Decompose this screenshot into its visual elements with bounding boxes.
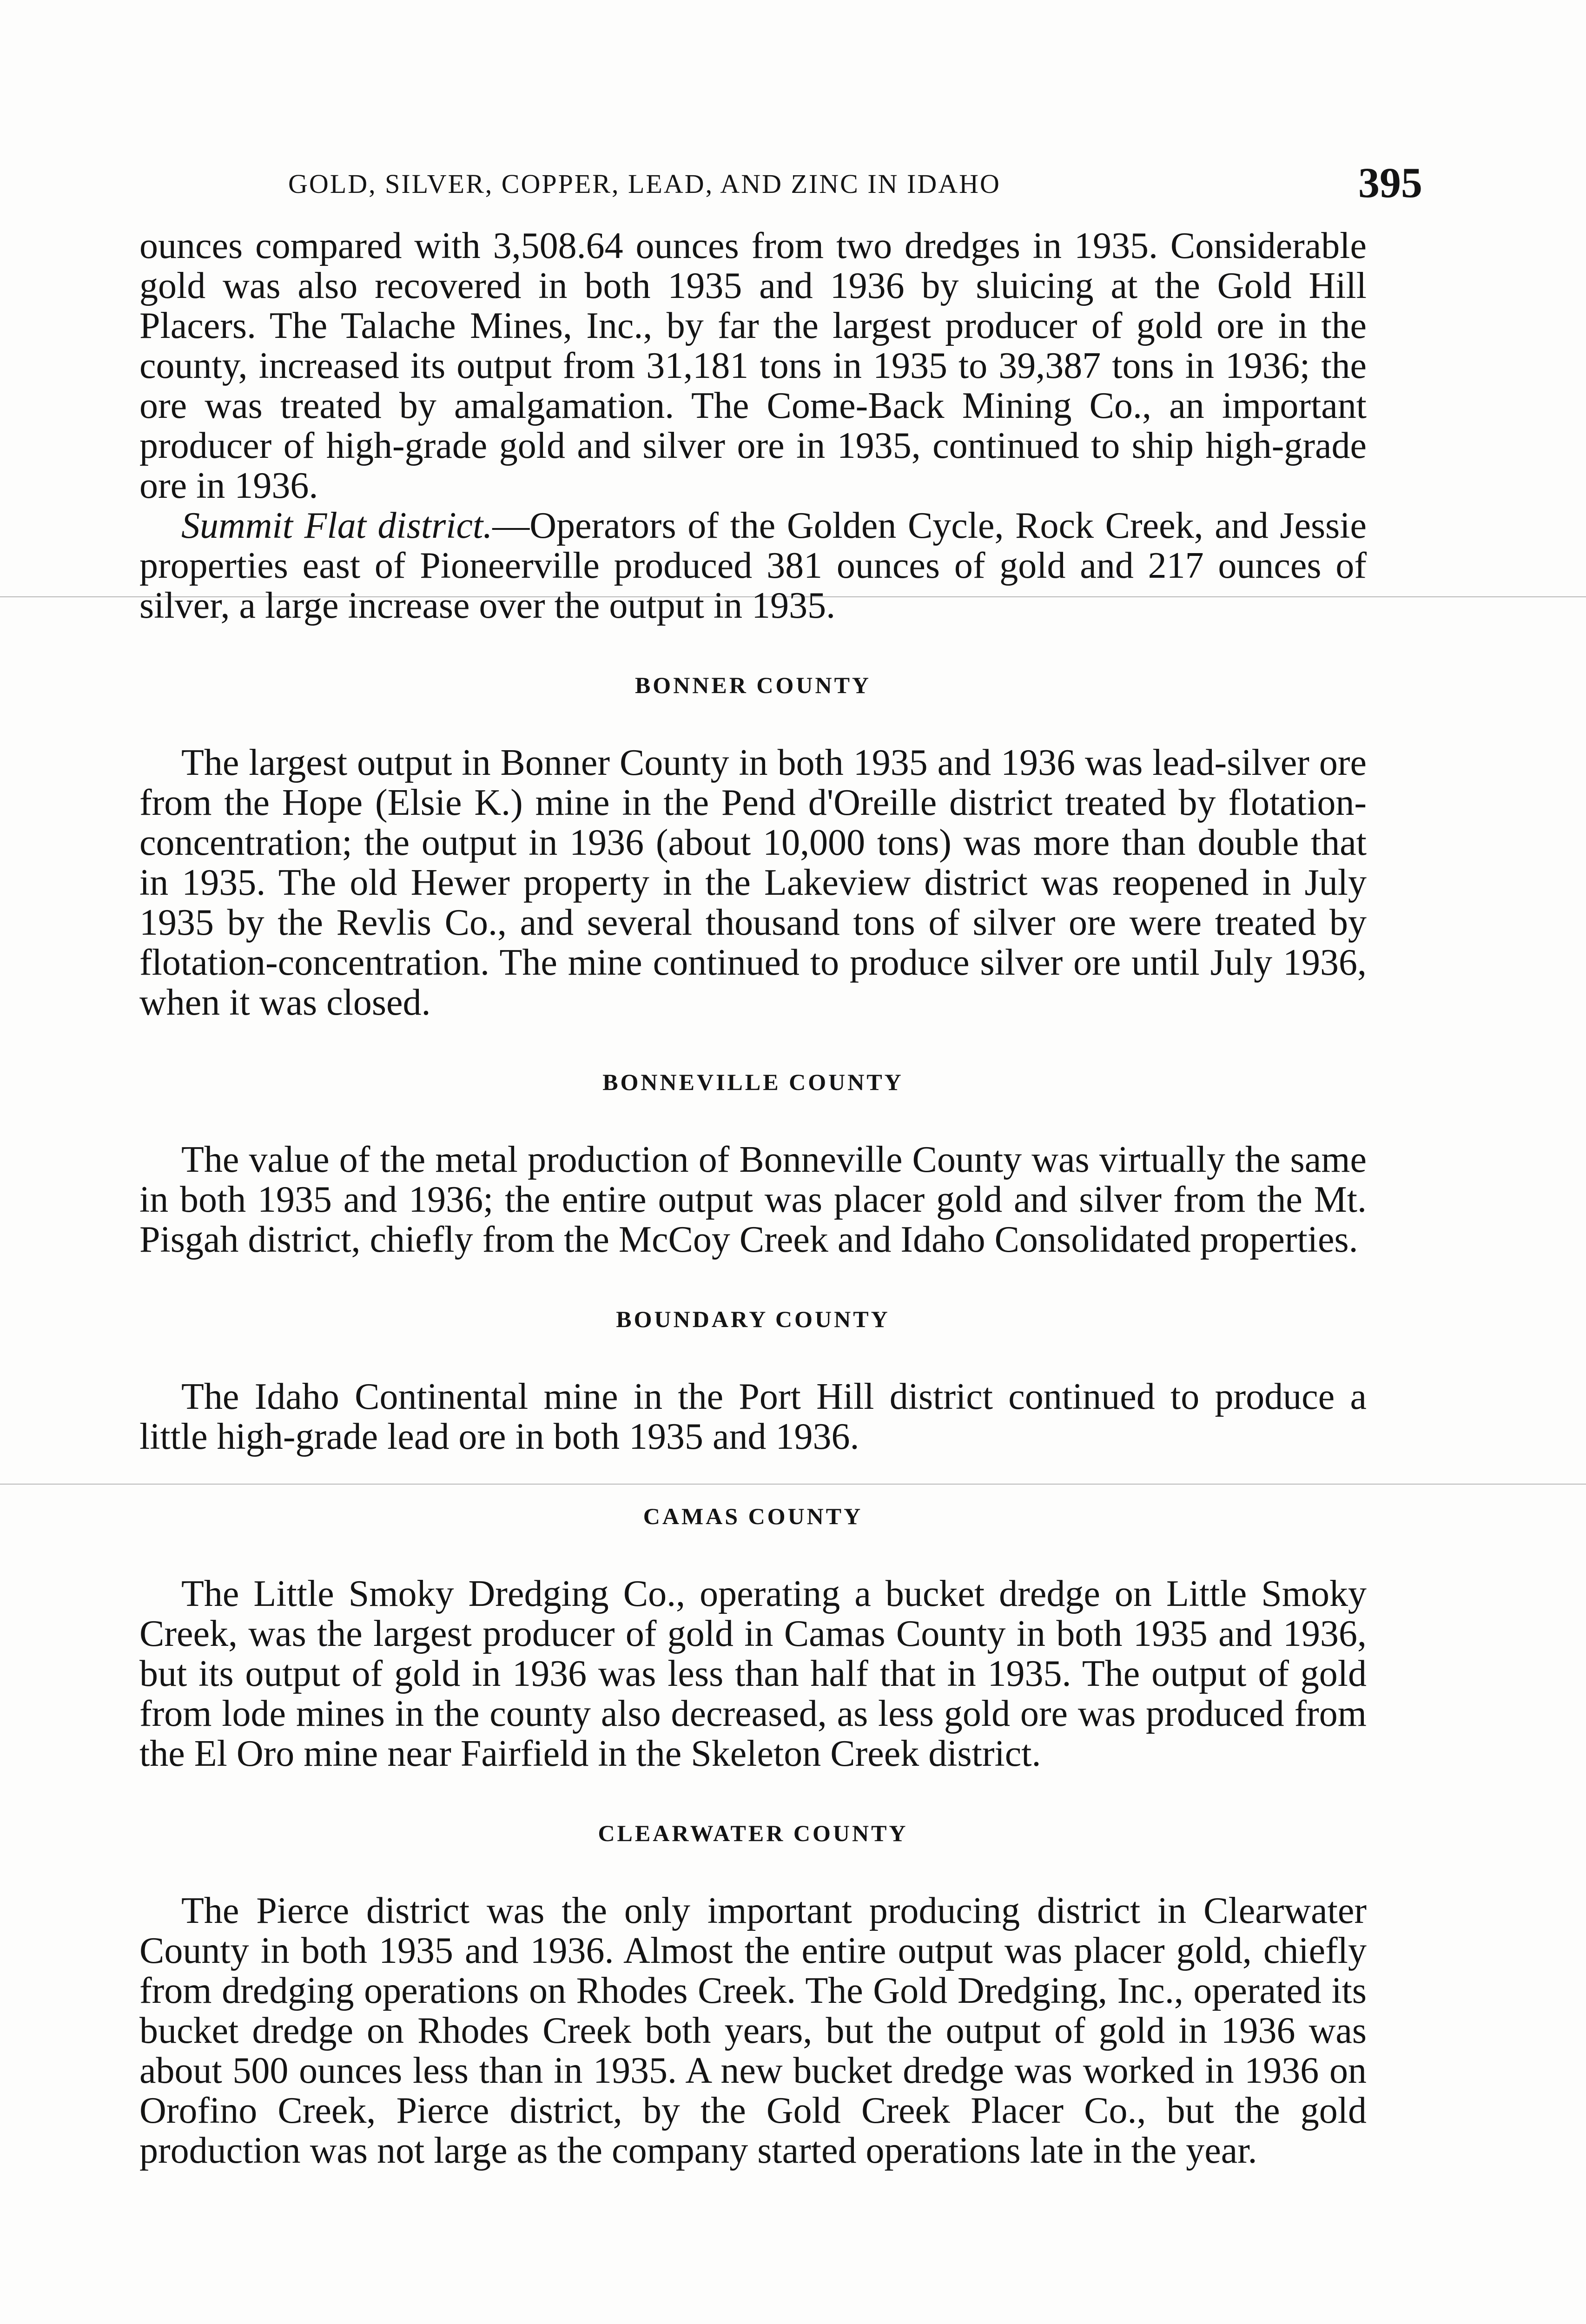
running-head: GOLD, SILVER, COPPER, LEAD, AND ZINC IN IDAHO: [288, 169, 1001, 199]
page-header: [288, 158, 1422, 214]
continued-paragraph: ounces compared with 3,508.64 ounces from two dredges in 1935. Considerable gold was also recovered in both 1935 and 1936 by sluicing at the Gold Hill Placers. The Talache Mines, Inc., by far the largest producer of gold ore in the county, increased its output from 31,181 tons in 1935 to 39,387 tons in 1936; the ore was treated by amalgamation. The Come-Back Mining Co., an important producer of high-grade gold and silver ore in 1935, continued to ship high-grade ore in 1936.: [139, 225, 1367, 506]
section-heading-bonneville: BONNEVILLE COUNTY: [602, 1069, 904, 1095]
section-heading-boundary: BOUNDARY COUNTY: [616, 1306, 890, 1332]
section-paragraph-bonneville: The value of the metal production of Bonneville County was virtually the same in both 1935 and 1936; the entire output was placer gold and silver from the Mt. Pisgah district, chiefly from the McCoy Creek and Idaho Consolidated properties.: [139, 1139, 1367, 1260]
section-paragraph-bonner: The largest output in Bonner County in both 1935 and 1936 was lead-silver ore from the Hope (Elsie K.) mine in the Pend d'Oreille district treated by flotation-concentration; the output in 1936 (about 10,000 tons) was more than double that in 1935. The old Hewer property in the Lakeview district was reopened in July 1935 by the Revlis Co., and several thousand tons of silver ore were treated by flotation-concentration. The mine continued to produce silver ore until July 1936, when it was closed.: [139, 742, 1367, 1023]
summit-flat-paragraph: [139, 506, 1367, 626]
district-lead-in: Summit Flat district.: [181, 505, 493, 546]
section-heading-bonner: BONNER COUNTY: [634, 672, 872, 698]
body-text: [139, 226, 1367, 2171]
section-paragraph-camas: The Little Smoky Dredging Co., operating a bucket dredge on Little Smoky Creek, was the largest producer of gold in Camas County in both 1935 and 1936, but its output of gold in 1936 was less than half that in 1935. The output of gold from lode mines in the county also decreased, as less gold ore was produced from the El Oro mine near Fairfield in the Skeleton Creek district.: [139, 1573, 1367, 1774]
page-number: 395: [1358, 159, 1422, 206]
district-text: —Operators of the Golden Cycle, Rock Creek, and Jessie properties east of Pioneerville produced 381 ounces of gold and 217 ounces of silver, a large increase over the output in 1935.: [139, 505, 1367, 626]
section-paragraph-boundary: The Idaho Continental mine in the Port Hill district continued to produce a little high-grade lead ore in both 1935 and 1936.: [139, 1376, 1367, 1457]
section-heading-camas: CAMAS COUNTY: [643, 1503, 863, 1529]
section-heading-clearwater: CLEARWATER COUNTY: [598, 1820, 908, 1846]
section-paragraph-clearwater: The Pierce district was the only important producing district in Clearwater County in both 1935 and 1936. Almost the entire output was placer gold, chiefly from dredging operations on Rhodes Creek. The Gold Dredging, Inc., operated its bucket dredge on Rhodes Creek both years, but the output of gold in 1936 was about 500 ounces less than in 1935. A new bucket dredge was worked in 1936 on Orofino Creek, Pierce district, by the Gold Creek Placer Co., but the gold production was not large as the company started operations late in the year.: [139, 1890, 1367, 2171]
